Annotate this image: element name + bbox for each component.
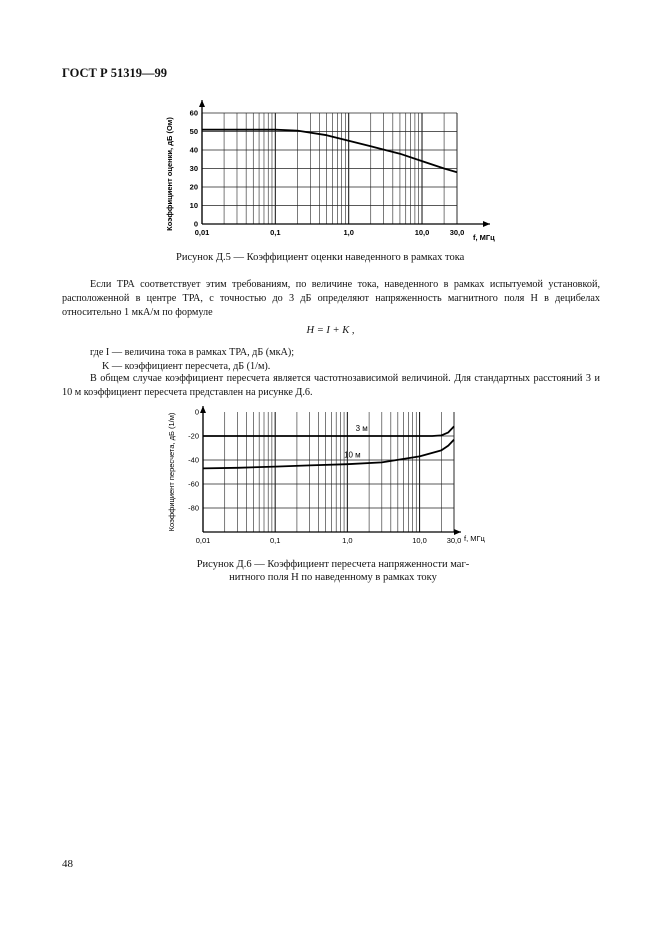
- page-number: 48: [62, 858, 73, 870]
- where-line-2: K — коэффициент пересчета, дБ (1/м).: [102, 361, 271, 372]
- x-tick-label: 10,0: [412, 536, 427, 544]
- y-tick-label: 10: [189, 201, 198, 211]
- figure-d5-x-ticks: [195, 228, 465, 237]
- y-tick-label: 50: [189, 127, 198, 137]
- y-tick-label: 40: [189, 145, 198, 155]
- x-axis-arrow: [454, 529, 461, 535]
- y-tick-label: -60: [188, 479, 199, 489]
- formula: H = I + K ,: [306, 325, 355, 336]
- series-label: 3 м: [355, 424, 368, 434]
- y-tick-label: 60: [189, 108, 198, 118]
- y-tick-label: -80: [188, 503, 199, 513]
- y-axis-arrow: [200, 406, 206, 413]
- document-header: ГОСТ Р 51319—99: [62, 66, 168, 80]
- figure-d5-y-axis-label: Коэффициент оценки, дБ (Ом): [165, 117, 174, 231]
- paragraph-2: В общем случае коэффициент пересчета является частотнозависимой величиной. Для стандартных расстояний 3 и 10 м коэффициент пересчета представлен на рисунке Д.6.: [62, 373, 600, 399]
- figure-d6-y-axis-label: Коэффициент пересчета, дБ (1/м): [167, 412, 176, 532]
- figure-d5-caption: Рисунок Д.5 — Коэффициент оценки наведенного в рамках тока: [176, 252, 465, 263]
- y-tick-label: 20: [189, 182, 198, 192]
- x-axis-arrow: [483, 221, 490, 227]
- x-tick-label: 0,1: [269, 536, 281, 544]
- figure-d6-x-ticks: [196, 536, 462, 544]
- y-tick-label: -40: [188, 455, 199, 465]
- x-tick-label: 30,0: [449, 228, 465, 237]
- series-label: 10 м: [344, 450, 361, 460]
- y-tick-label: 0: [194, 407, 199, 417]
- where-line-1: где I — величина тока в рамках ТРА, дБ (мкА);: [90, 347, 295, 358]
- figure-d6-x-axis-label: f, МГц: [464, 534, 485, 543]
- x-tick-label: 10,0: [414, 228, 430, 237]
- x-tick-label: 0,01: [194, 228, 210, 237]
- figure-d5-chart: [160, 96, 500, 246]
- figure-d5-y-ticks: [190, 109, 198, 229]
- y-tick-label: -20: [188, 431, 199, 441]
- y-tick-label: 0: [193, 219, 198, 229]
- figure-d6-caption: [178, 558, 488, 584]
- figure-d5-x-axis-label: f, МГц: [473, 233, 495, 242]
- x-tick-label: 1,0: [342, 536, 353, 544]
- figure-d6-grid: [203, 412, 454, 532]
- figure-d6-caption-line-1: Рисунок Д.6 — Коэффициент пересчета напряженности маг-: [196, 559, 470, 570]
- figure-d6-axes: [200, 406, 461, 535]
- figure-d6-caption-line-2: нитного поля H по наведенному в рамках току: [229, 572, 437, 583]
- x-tick-label: 30,0: [446, 536, 462, 544]
- y-tick-label: 30: [189, 164, 198, 174]
- y-axis-arrow: [199, 100, 205, 107]
- x-tick-label: 0,1: [270, 228, 281, 237]
- x-tick-label: 0,01: [195, 536, 211, 544]
- paragraph-1: Если ТРА соответствует этим требованиям, по величине тока, наведенного в рамках испытуемой установкой, расположенной в центре ТРА, с точностью до 3 дБ определяют напряженность магнитного поля H в децибелах относительно 1 мкА/м по формуле: [62, 279, 600, 319]
- figure-d5-axes: [199, 100, 490, 227]
- figure-d6-chart: [160, 404, 510, 544]
- figure-d6-y-ticks: [188, 408, 199, 513]
- x-tick-label: 1,0: [343, 228, 354, 237]
